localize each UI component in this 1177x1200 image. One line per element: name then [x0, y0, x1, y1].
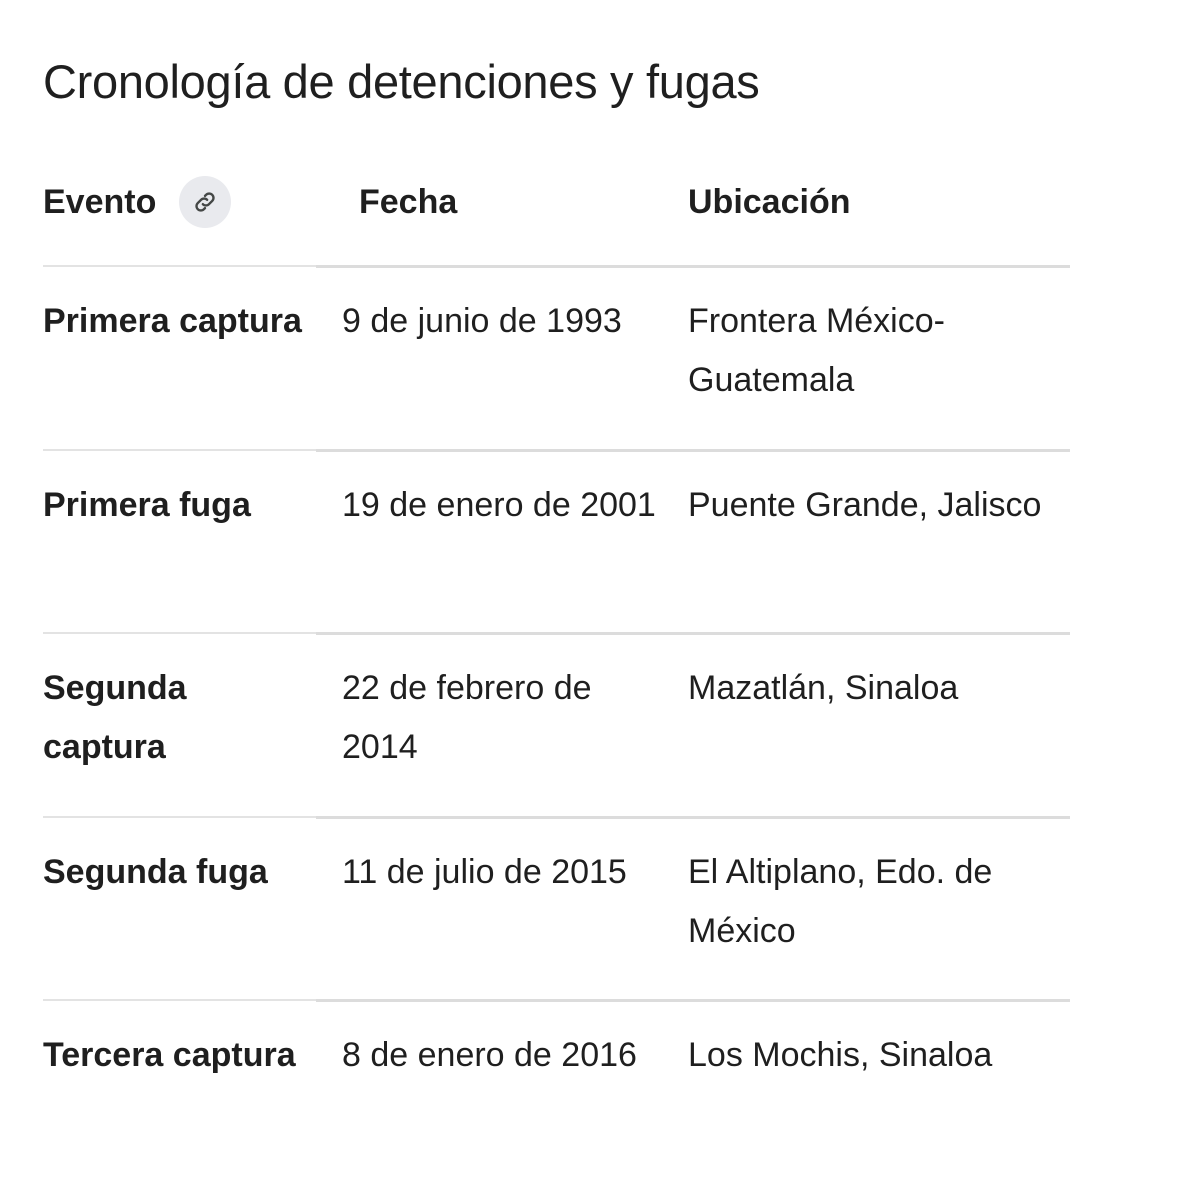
- column-header-ubicacion: Ubicación: [688, 183, 851, 221]
- table-row: [0, 267, 1177, 450]
- cell-evento: Segunda fuga: [43, 853, 268, 891]
- cell-evento: Segunda captura: [43, 669, 187, 766]
- column-header-fecha: Fecha: [359, 183, 458, 221]
- cell-evento: Primera fuga: [43, 486, 251, 524]
- cell-evento: Primera captura: [43, 302, 302, 340]
- table-row: [0, 818, 1177, 1001]
- cell-evento: Tercera captura: [43, 1036, 296, 1074]
- copy-link-button[interactable]: [179, 176, 231, 228]
- cell-ubicacion: Frontera México-Guatemala: [688, 302, 945, 399]
- cell-fecha: 11 de julio de 2015: [342, 853, 627, 891]
- cell-ubicacion: El Altiplano, Edo. de México: [688, 853, 993, 950]
- column-header-evento: Evento: [43, 183, 157, 221]
- cell-fecha: 8 de enero de 2016: [342, 1036, 637, 1074]
- link-icon: [192, 189, 218, 215]
- table-row: [0, 451, 1177, 634]
- cell-fecha: 9 de junio de 1993: [342, 302, 622, 340]
- page-title: Cronología de detenciones y fugas: [43, 55, 760, 108]
- cell-fecha: 22 de febrero de 2014: [342, 669, 592, 766]
- cell-fecha: 19 de enero de 2001: [342, 486, 656, 524]
- cell-ubicacion: Mazatlán, Sinaloa: [688, 669, 959, 707]
- cell-ubicacion: Puente Grande, Jalisco: [688, 486, 1042, 524]
- table-row: [0, 1001, 1177, 1184]
- table-row: [0, 634, 1177, 817]
- cell-ubicacion: Los Mochis, Sinaloa: [688, 1036, 993, 1074]
